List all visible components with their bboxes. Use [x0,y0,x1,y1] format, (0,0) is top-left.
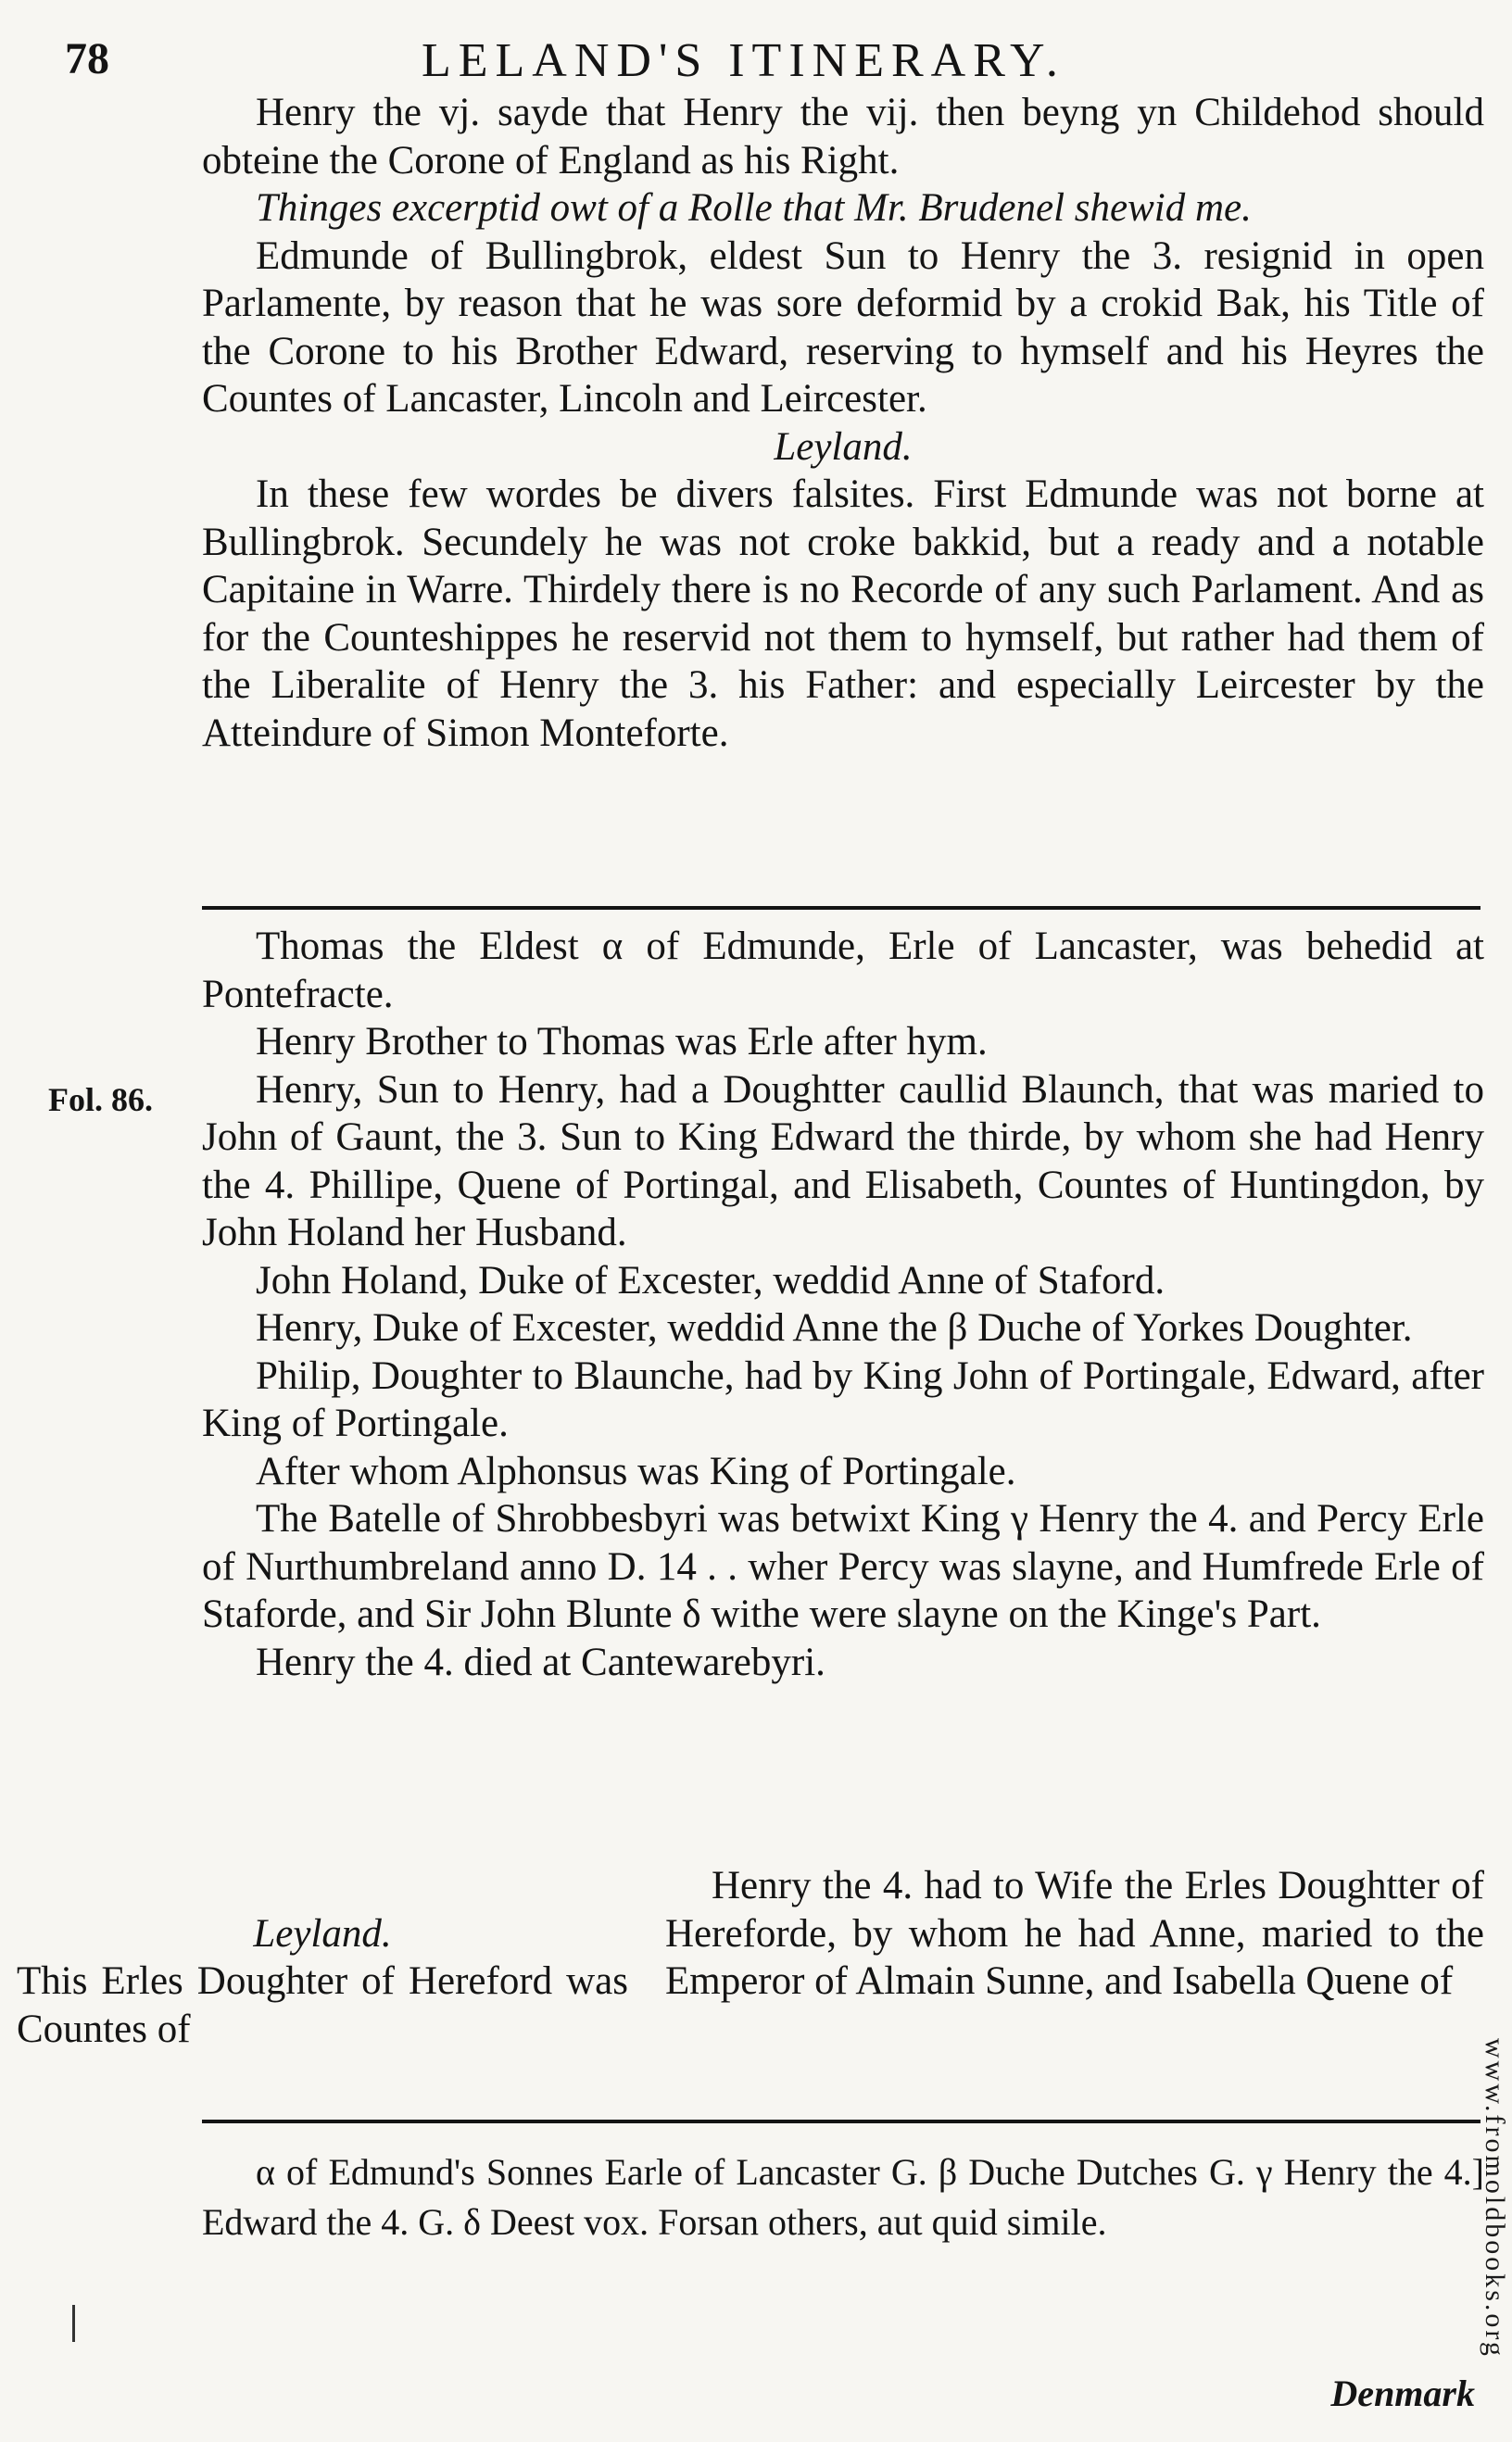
text-block-upper [202,89,1484,757]
section-rule [202,906,1480,910]
footnote-text: α of Edmund's Sonnes Earle of Lancaster G. β Duche Dutches G. γ Henry the 4.] Edward the 4. G. δ Deest vox. Forsan others, aut quid simile. [202,2151,1484,2243]
text-block-lower [202,923,1484,1686]
paragraph: Philip, Doughter to Blaunche, had by King John of Portingale, Edward, after King of Portingale. [202,1353,1484,1445]
margin-mark [72,2305,75,2342]
paragraph: The Batelle of Shrobbesbyri was betwixt King γ Henry the 4. and Percy Erle of Nurthumbreland anno D. 14 . . wher Percy was slayne, and Humfrede Erle of Staforde, and Sir John Blunte δ withe were slayne on the Kinge's Part. [202,1497,1484,1636]
paragraph: Henry Brother to Thomas was Erle after hym. [256,1020,988,1064]
footnotes [202,2147,1484,2247]
paragraph: Edmunde of Bullingbrok, eldest Sun to Henry the 3. resignid in open Parlamente, by reason that he was sore deformid by a crokid Bak, his Title of the Corone to his Brother Edward, reserving to hymself and his Heyres the Countes of Lancaster, Lincoln and Leircester. [202,233,1484,421]
paragraph: John Holand, Duke of Excester, weddid Anne of Staford. [256,1258,1166,1303]
page-number: 78 [65,34,109,83]
paragraph: In these few wordes be divers falsites. First Edmunde was not borne at Bullingbrok. Secundely he was not croke bakkid, but a ready and a notable Capitaine in Warre. Thirdely there is no Recorde of any such Parlament. And as for the Counteshippes he reservid not them to hymself, but rather had them of the Liberalite of Henry the 3. his Father: and especially Leircester by the Atteindure of Simon Monteforte. [202,472,1484,755]
paragraph: Thinges excerptid owt of a Rolle that Mr. Brudenel shewid me. [256,186,1252,230]
paragraph: After whom Alphonsus was King of Portingale. [256,1449,1016,1493]
section-heading: Leyland. [774,424,913,469]
paragraph: Henry the 4. died at Cantewarebyri. [256,1640,825,1684]
paragraph: Henry, Duke of Excester, weddid Anne the β Duche of Yorkes Doughter. [256,1306,1413,1350]
two-column-section [0,1862,1512,2094]
watermark-text: www.fromoldbooks.org [1480,2038,1510,2359]
footnote-rule [202,2120,1480,2123]
folio-margin-note: Fol. 86. [48,1081,153,1118]
main-column-text: Henry the 4. had to Wife the Erles Doughtter of Hereforde, by whom he had Anne, maried to the Emperor of Almain Sunne, and Isabella Quene of [665,1864,1484,2003]
catchword: Denmark [1330,2373,1475,2414]
running-head: LELAND'S ITINERARY. [422,34,1065,87]
paragraph: Henry, Sun to Henry, had a Doughtter caullid Blaunch, that was maried to John of Gaunt, the 3. Sun to King Edward the thirde, by whom she had Henry the 4. Phillipe, Quene of Portingal, and Elisabeth, Countes of Huntingdon, by John Holand her Husband. [202,1067,1484,1254]
side-note-text: This Erles Doughter of Hereford was Countes of [17,1959,628,2051]
paragraph: Thomas the Eldest α of Edmunde, Erle of Lancaster, was behedid at Pontefracte. [202,925,1484,1016]
side-note [17,1862,628,2053]
paragraph: Henry the vj. sayde that Henry the vij. then beyng yn Childehod should obteine the Corone of England as his Right. [202,91,1484,183]
side-note-heading: Leyland. [253,1911,392,1956]
